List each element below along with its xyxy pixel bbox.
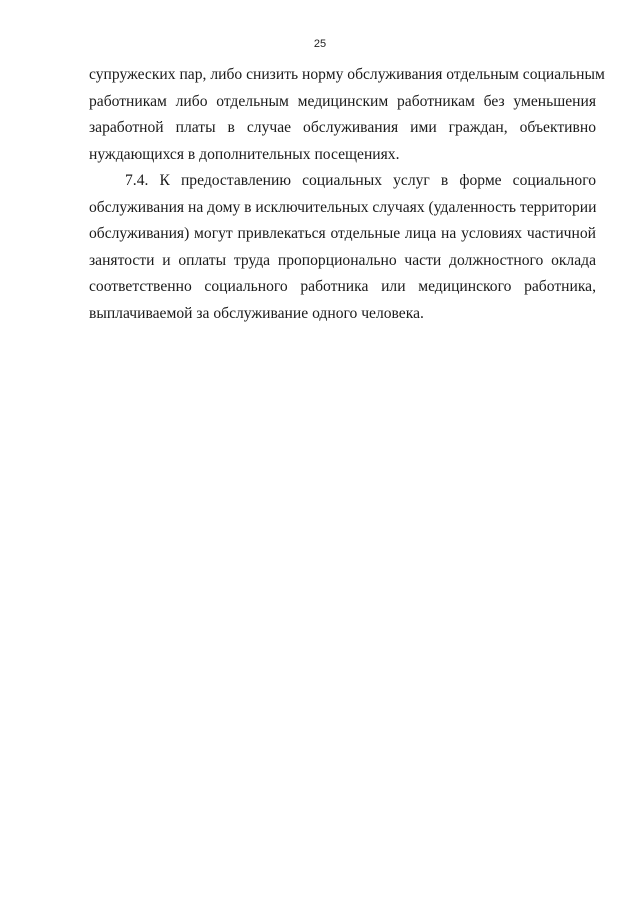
page-number: 25 [313,38,327,50]
document-body [89,62,605,327]
text-line: занятости и оплаты труда пропорционально части должностного оклада [89,251,596,269]
paragraph-7-4 [89,168,596,327]
text-line: заработной платы в случае обслуживания ими граждан, объективно [89,119,596,136]
text-line: выплачиваемой за обслуживание одного человека. [89,304,424,322]
text-line: обслуживания) могут привлекаться отдельные лица на условиях частичной [89,225,596,242]
text-line: 7.4. К предоставлению социальных услуг в форме социального [125,172,596,189]
text-line: супружеских пар, либо снизить норму обслуживания отдельным социальным [89,66,605,83]
text-line: обслуживания на дому в исключительных случаях (удаленность территории [89,198,597,216]
text-line: нуждающихся в дополнительных посещениях. [89,145,400,163]
text-line: работникам либо отдельным медицинским работникам без уменьшения [89,92,596,110]
text-line: соответственно социального работника или медицинского работника, [89,278,596,295]
paragraph-continuation [89,62,605,168]
